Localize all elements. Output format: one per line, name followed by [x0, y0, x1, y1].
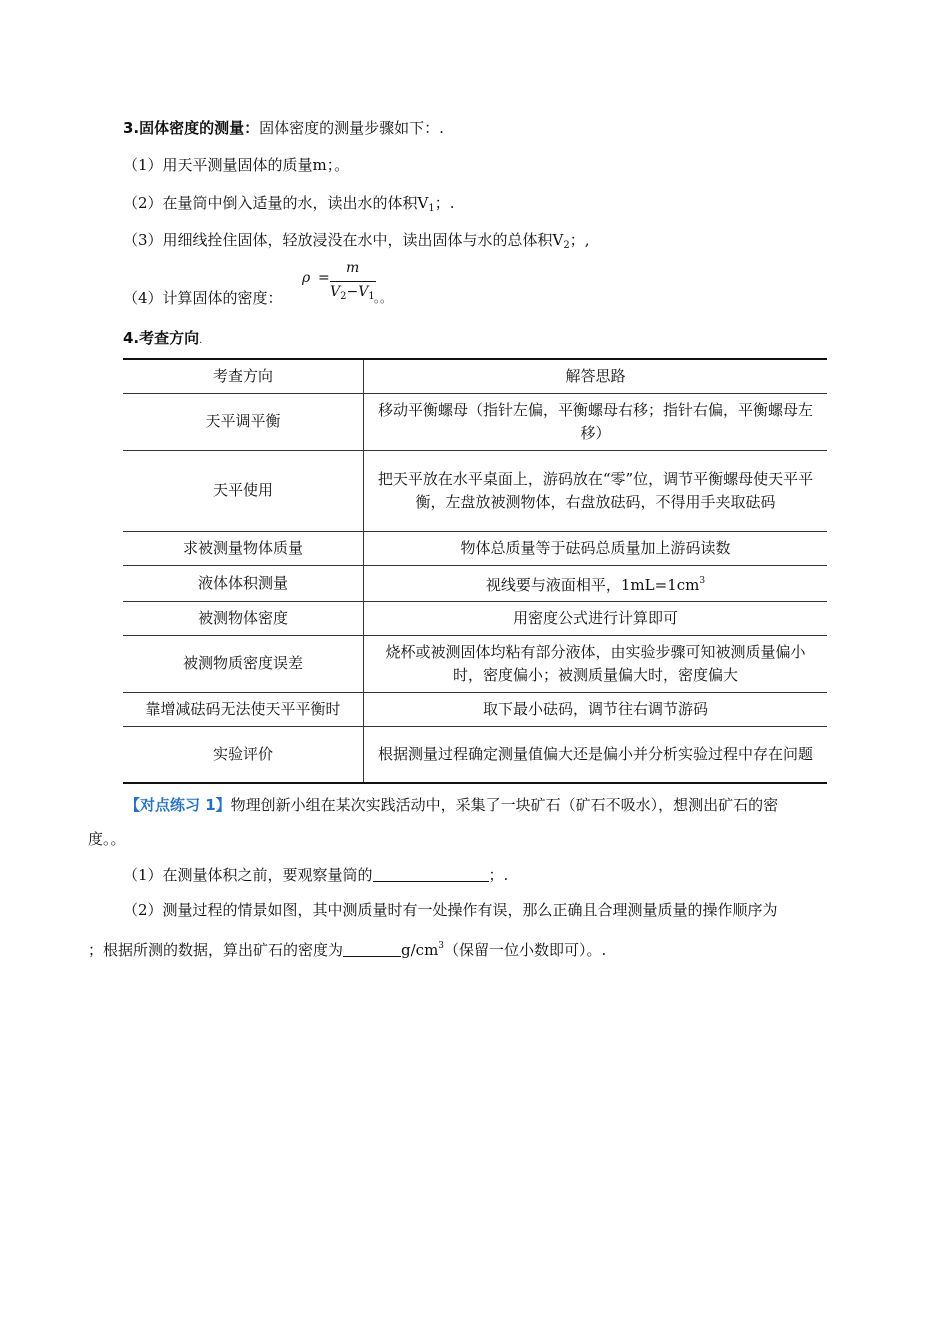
practice-line-2: 度。。 [88, 830, 126, 848]
section3-line [123, 117, 444, 139]
step-1: （1）用天平测量固体的质量m；。 [123, 156, 350, 174]
density-formula [300, 260, 380, 306]
table-cell-topic: 实验评价 [123, 726, 364, 783]
formula-v2-sub: 2 [340, 291, 347, 302]
exam-direction-table [123, 358, 827, 784]
table-cell-approach: 根据测量过程确定测量值偏大还是偏小并分析实验过程中存在问题 [364, 726, 828, 783]
table-cell-approach: 烧杯或被测固体均粘有部分液体，由实验步骤可知被测质量偏小时，密度偏小；被测质量偏大时，密度偏大 [364, 635, 828, 692]
practice-text-1: 物理创新小组在某次实践活动中，采集了一块矿石（矿石不吸水），想测出矿石的密 [230, 796, 779, 814]
table-cell-approach: 移动平衡螺母（指针左偏，平衡螺母右移；指针右偏，平衡螺母左移） [364, 393, 828, 450]
volume-rule-text: 视线要与液面相平，1mL=1cm [485, 575, 700, 594]
cube-superscript: 3 [699, 575, 706, 586]
question-1 [123, 864, 508, 886]
question-2-end: （保留一位小数即可）。. [444, 941, 607, 959]
table-row [123, 601, 827, 635]
question-1-text: （1）在测量体积之前，要观察量筒的 [123, 866, 373, 884]
section3-heading: 3.固体密度的测量： [123, 119, 260, 137]
question-2-line-2 [88, 935, 606, 961]
section3-intro: 固体密度的测量步骤如下：. [259, 119, 444, 137]
formula-v2: V [330, 284, 341, 300]
table-cell-topic: 天平调平衡 [123, 393, 364, 450]
table-header-row [123, 359, 827, 393]
table-cell-topic: 液体体积测量 [123, 565, 364, 601]
table-row [123, 393, 827, 450]
table-cell-topic: 靠增减砝码无法使天平平衡时 [123, 692, 364, 726]
step-3-text: （3）用细线拴住固体，轻放浸没在水中，读出固体与水的总体积V [123, 231, 564, 249]
table-cell-topic: 天平使用 [123, 450, 364, 531]
table-row [123, 565, 827, 601]
formula-rho: ρ [302, 270, 311, 286]
section4-heading: 4.考查方向 [123, 329, 200, 347]
table-cell-topic: 被测物体密度 [123, 601, 364, 635]
formula-fraction-bar [330, 281, 376, 282]
answer-blank-1[interactable] [373, 865, 489, 882]
density-unit: g/cm [401, 941, 439, 959]
table-row [123, 450, 827, 531]
section4-mark: . [199, 335, 203, 346]
table-cell-topic: 被测物质密度误差 [123, 635, 364, 692]
unit-superscript: 3 [438, 941, 445, 951]
question-2-line-1: （2）测量过程的情景如图，其中测质量时有一处操作有误，那么正确且合理测量质量的操作顺序为 [123, 901, 778, 919]
step-3 [123, 229, 590, 257]
step-3-end: ；, [569, 231, 590, 249]
table-row [123, 726, 827, 783]
table-header-cell: 考查方向 [123, 359, 364, 393]
formula-denominator [330, 284, 375, 302]
step-2-subscript: 1 [428, 203, 435, 214]
table-cell-approach [364, 565, 828, 601]
step-4-end: 。。 [374, 291, 393, 305]
step-3-subscript: 2 [563, 240, 570, 251]
answer-blank-2[interactable] [343, 940, 401, 957]
formula-numerator: m [346, 260, 360, 276]
formula-equals: = [318, 270, 330, 286]
practice-line-1 [125, 794, 778, 816]
table-row [123, 531, 827, 565]
step-2-end: ；. [434, 194, 455, 212]
step-2-text: （2）在量筒中倒入适量的水，读出水的体积V [123, 194, 429, 212]
table-header-cell: 解答思路 [364, 359, 828, 393]
question-1-end: ；. [488, 866, 509, 884]
practice-tag: 【对点练习 1】 [125, 796, 231, 814]
table-cell-approach: 把天平放在水平桌面上，游码放在“零”位，调节平衡螺母使天平平衡，左盘放被测物体，右盘放砝码，不得用手夹取砝码 [364, 450, 828, 531]
question-2-text: ；根据所测的数据，算出矿石的密度为 [88, 941, 344, 959]
table-row [123, 635, 827, 692]
section4-line [123, 327, 202, 352]
formula-minus: − [346, 284, 359, 300]
formula-v1: V [358, 284, 369, 300]
table-cell-topic: 求被测量物体质量 [123, 531, 364, 565]
table-cell-approach: 取下最小砝码，调节往右调节游码 [364, 692, 828, 726]
table-row [123, 692, 827, 726]
step-2 [123, 192, 455, 220]
table-cell-approach: 物体总质量等于砝码总质量加上游码读数 [364, 531, 828, 565]
formula-v1-sub: 1 [368, 291, 375, 302]
step-4: （4）计算固体的密度： [123, 289, 283, 307]
table-cell-approach: 用密度公式进行计算即可 [364, 601, 828, 635]
